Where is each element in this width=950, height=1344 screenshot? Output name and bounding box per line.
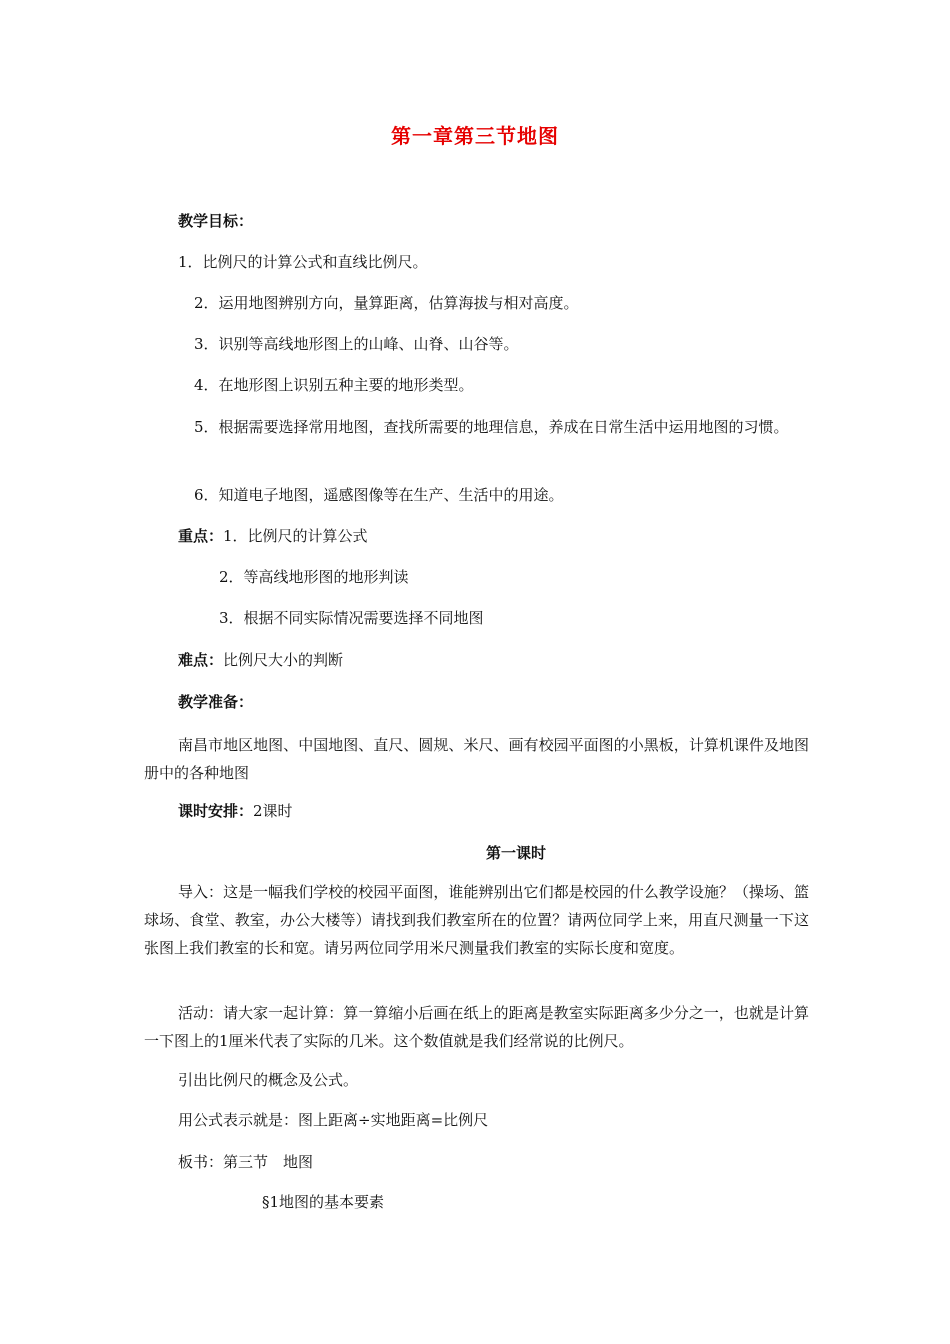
document-title: 第一章第三节地图	[391, 124, 559, 148]
schedule-text: 2课时	[253, 802, 293, 820]
objective-item: 1．比例尺的计算公式和直线比例尺。	[178, 253, 428, 271]
schedule-row	[178, 797, 293, 825]
difficulty-text: 比例尺大小的判断	[223, 651, 344, 669]
schedule-label: 课时安排：	[178, 802, 254, 820]
objective-item: 6．知道电子地图，遥感图像等在生产、生活中的用途。	[194, 486, 564, 504]
board-line: 板书：第三节 地图	[178, 1153, 314, 1171]
objectives-heading: 教学目标：	[178, 212, 254, 230]
preparation-heading: 教学准备：	[178, 693, 254, 711]
objective-item: 3．识别等高线地形图上的山峰、山脊、山谷等。	[194, 335, 519, 353]
difficulty-label: 难点：	[178, 651, 224, 669]
key-point-item: 2．等高线地形图的地形判读	[219, 568, 409, 586]
intro-paragraph: 导入：这是一幅我们学校的校园平面图，谁能辨别出它们都是校园的什么教学设施？（操场、篮球场、食堂、教室，办公大楼等）请找到我们教室所在的位置？请两位同学上来，用直尺测量一下这张图上我们教室的长和宽。请另两位同学用米尺测量我们教室的实际长度和宽度。	[144, 883, 809, 957]
objective-item: 5．根据需要选择常用地图，查找所需要的地理信息，养成在日常生活中运用地图的习惯。	[194, 418, 789, 436]
objective-item: 4．在地形图上识别五种主要的地形类型。	[194, 376, 474, 394]
key-point-item: 3．根据不同实际情况需要选择不同地图	[219, 609, 484, 627]
objective-item: 2．运用地图辨别方向，量算距离，估算海拔与相对高度。	[194, 294, 579, 312]
key-points-row	[178, 522, 368, 550]
key-point-item: 1．比例尺的计算公式	[223, 527, 368, 545]
key-points-label: 重点：	[178, 527, 224, 545]
preparation-text: 南昌市地区地图、中国地图、直尺、圆规、米尺、画有校园平面图的小黑板，计算机课件及地图册中的各种地图	[144, 736, 809, 782]
lesson-heading: 第一课时	[485, 844, 546, 862]
activity-paragraph: 活动：请大家一起计算：算一算缩小后画在纸上的距离是教室实际距离多少分之一，也就是计算一下图上的1厘米代表了实际的几米。这个数值就是我们经常说的比例尺。	[144, 1004, 809, 1050]
difficulty-row	[178, 646, 343, 674]
board-subheading: §1地图的基本要素	[262, 1193, 385, 1211]
formula-line: 用公式表示就是：图上距离÷实地距离=比例尺	[178, 1111, 489, 1129]
concept-line: 引出比例尺的概念及公式。	[178, 1071, 359, 1089]
